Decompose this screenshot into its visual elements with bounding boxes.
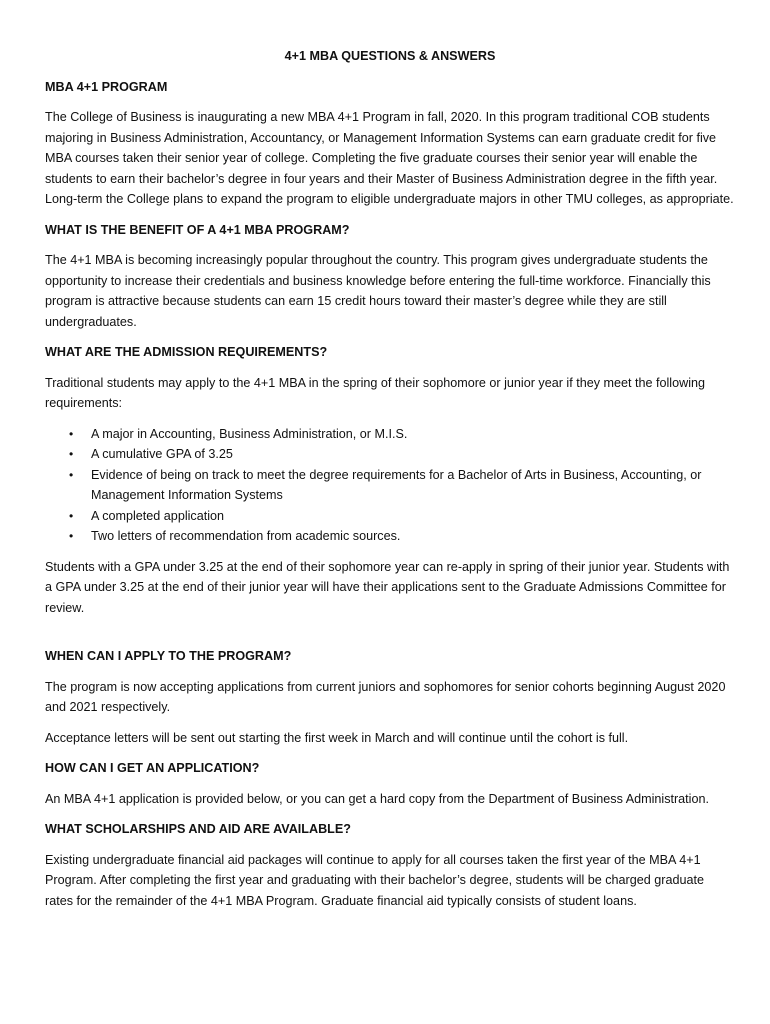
section-when-apply <box>45 646 735 748</box>
list-item <box>45 444 735 465</box>
list-item-text: Evidence of being on track to meet the degree requirements for a Bachelor of Arts in Business, Accounting, or Management Information Systems <box>91 467 702 502</box>
section-paragraph: Existing undergraduate financial aid packages will continue to apply for all courses taken the first year of the MBA 4+1 Program. After completing the first year and graduating with their bachelor’s degree, students will be charged graduate rates for the remainder of the 4+1 MBA Program. Graduate financial aid typically consists of student loans. <box>45 852 704 908</box>
section-mba-program <box>45 77 735 210</box>
section-paragraph: An MBA 4+1 application is provided below, or you can get a hard copy from the Department of Business Administration. <box>45 791 709 806</box>
section-paragraph: The 4+1 MBA is becoming increasingly popular throughout the country. This program gives undergraduate students the opportunity to increase their credentials and business knowledge before entering the full-time workforce. Financially this program is attractive because students can earn 15 credit hours toward their master’s degree while they are still undergraduates. <box>45 253 711 329</box>
section-heading: WHEN CAN I APPLY TO THE PROGRAM? <box>45 649 292 663</box>
section-benefit <box>45 220 735 333</box>
list-item-text: A completed application <box>91 508 225 523</box>
section-heading: WHAT ARE THE ADMISSION REQUIREMENTS? <box>45 345 328 359</box>
bullet-icon: • <box>69 467 74 482</box>
bullet-icon: • <box>69 447 74 461</box>
section-scholarships <box>45 819 735 911</box>
requirements-list <box>45 424 735 547</box>
section-paragraph: The College of Business is inaugurating a new MBA 4+1 Program in fall, 2020. In this program traditional COB students majoring in Business Administration, Accountancy, or Management Information Systems can earn graduate credit for five MBA courses taken their senior year of college. Completing the five graduate courses their senior year will enable the students to earn their bachelor’s degree in four years and their Master of Business Administration degree in the fifth year. Long-term the College plans to expand the program to eligible undergraduate majors in other TMU colleges, as appropriate. <box>45 110 734 206</box>
section-admission-requirements <box>45 342 735 618</box>
document-page <box>45 46 735 921</box>
list-item <box>45 465 735 506</box>
section-paragraph: The program is now accepting applications from current juniors and sophomores for senior cohorts beginning August 2020 and 2021 respectively. <box>45 679 726 714</box>
bullet-icon: • <box>69 529 74 543</box>
section-paragraph: Acceptance letters will be sent out starting the first week in March and will continue until the cohort is full. <box>45 730 629 745</box>
bullet-icon: • <box>69 508 74 523</box>
list-item <box>45 506 735 527</box>
list-item-text: A cumulative GPA of 3.25 <box>91 447 233 461</box>
list-item <box>45 526 735 547</box>
bullet-icon: • <box>69 426 74 441</box>
list-item <box>45 424 735 445</box>
list-item-text: Two letters of recommendation from academic sources. <box>91 529 401 543</box>
section-heading: HOW CAN I GET AN APPLICATION? <box>45 761 260 775</box>
section-get-application <box>45 758 735 809</box>
section-heading: WHAT IS THE BENEFIT OF A 4+1 MBA PROGRAM? <box>45 222 350 237</box>
section-closing: Students with a GPA under 3.25 at the end of their sophomore year can re-apply in spring of their junior year. Students with a GPA under 3.25 at the end of their junior year will have their applications sent to the Graduate Admissions Committee for review. <box>45 559 730 615</box>
section-heading: MBA 4+1 PROGRAM <box>45 79 168 94</box>
section-heading: WHAT SCHOLARSHIPS AND AID ARE AVAILABLE? <box>45 822 351 836</box>
section-intro: Traditional students may apply to the 4+1 MBA in the spring of their sophomore or junior year if they meet the following requirements: <box>45 375 706 410</box>
list-item-text: A major in Accounting, Business Administration, or M.I.S. <box>91 426 408 441</box>
document-title: 4+1 MBA QUESTIONS & ANSWERS <box>284 49 496 63</box>
